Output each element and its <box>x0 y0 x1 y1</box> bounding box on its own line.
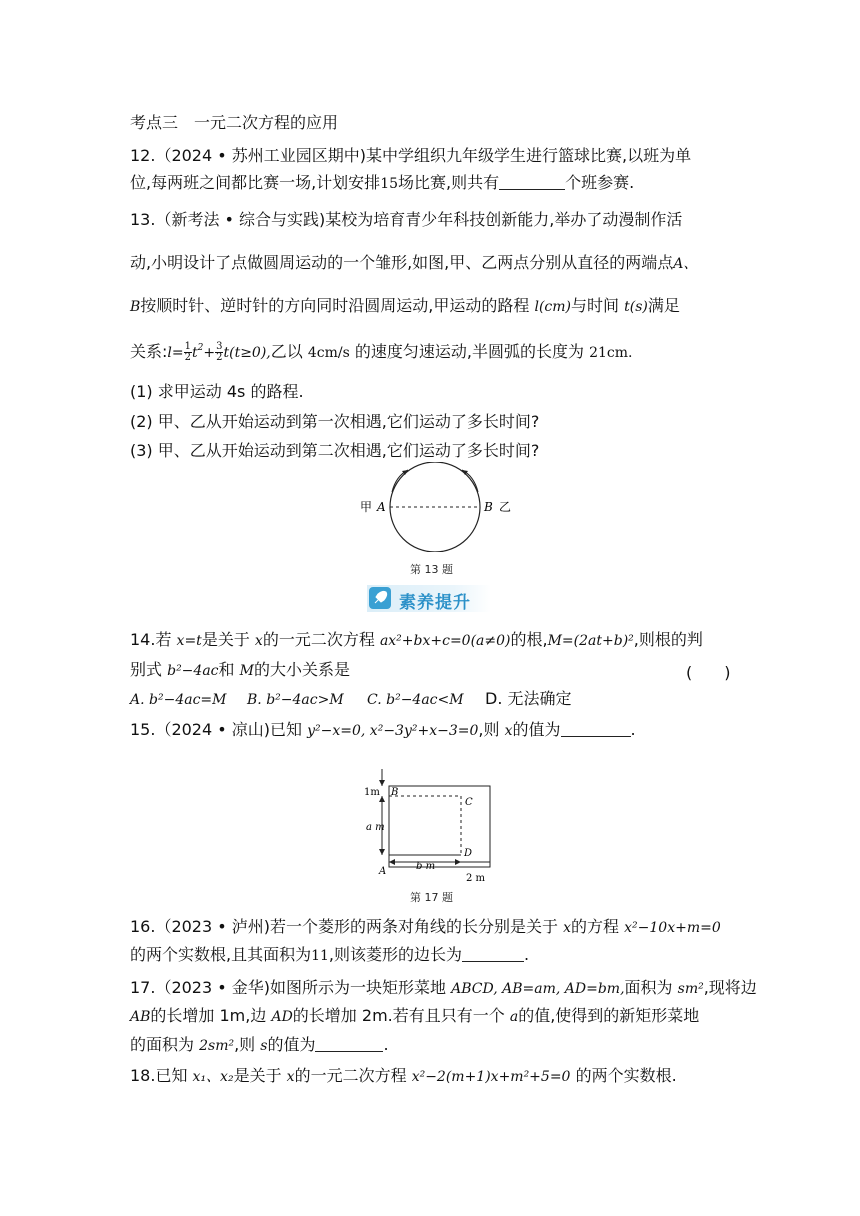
q12-answer-blank[interactable] <box>499 175 565 190</box>
q13-point-a: A、 <box>673 256 698 272</box>
q16-line1 <box>130 917 721 938</box>
q16-text-2a: 的两个实数根,且其面积为 <box>130 945 312 964</box>
q12-number: 15 <box>380 176 399 192</box>
q17-new-area: 2sm² <box>199 1038 235 1054</box>
q18-line1 <box>130 1066 677 1087</box>
q14-var-m: M <box>239 663 254 679</box>
q15-var-x: x <box>504 723 513 739</box>
section-title: 考点三 一元二次方程的应用 <box>130 113 339 132</box>
q14-options <box>130 689 572 710</box>
label-yi: 乙 <box>499 500 512 514</box>
q14-text-g: 的根, <box>510 630 548 649</box>
q17-answer-blank[interactable] <box>315 1037 383 1052</box>
q12-line2 <box>130 173 634 194</box>
q14-text-2e: 的大小关系是 <box>253 660 350 679</box>
label-2m: 2 m <box>466 873 486 884</box>
arrow-down-icon <box>379 780 385 786</box>
q13-line4-text: 乙以 <box>270 342 303 361</box>
q14-text-e: 的一元二次方程 <box>262 630 375 649</box>
q14-option-a[interactable]: A. b²−4ac=M <box>130 692 227 708</box>
q12-line1: 12.（2024 • 苏州工业园区期中)某中学组织九年级学生进行篮球比赛,以班为单 <box>130 146 692 165</box>
q13-line3-text3: 满足 <box>647 296 680 315</box>
q17-line2 <box>130 1006 699 1027</box>
q17-area: sm² <box>677 981 704 997</box>
q17-text-2f: 的值,使得到的新矩形菜地 <box>518 1006 700 1025</box>
q13-relation-label: 关系: <box>130 342 168 361</box>
q17-var-s: s <box>260 1038 268 1054</box>
label-point-a: A <box>377 500 386 514</box>
q13-formula-tail: t(t≥0), <box>223 345 271 361</box>
q17-text-a: 17.（2023 • 金华)如图所示为一块矩形菜地 <box>130 978 447 997</box>
q17-text-3c: ,则 <box>234 1035 256 1054</box>
q16-answer-blank[interactable] <box>462 947 524 962</box>
q15-answer-blank[interactable] <box>561 722 631 737</box>
q14-text-2a: 别式 <box>130 660 163 679</box>
q14-m-def: M=(2at+b)² <box>547 633 634 649</box>
q13-frac1-num: 1 <box>184 341 191 352</box>
q14-line2 <box>130 660 350 681</box>
q17-line1 <box>130 978 757 999</box>
q18-text-c: 是关于 <box>233 1066 282 1085</box>
q14-option-d[interactable]: D. 无法确定 <box>485 689 572 708</box>
original-rectangle-dashed <box>389 796 461 855</box>
q13-frac1-den: 2 <box>184 352 191 363</box>
q13-sub1: (1) 求甲运动 4s 的路程. <box>130 382 304 401</box>
q16-text-2c: ,则该菱形的边长为 <box>328 945 463 964</box>
q17-text-e: ,现将边 <box>703 978 757 997</box>
arrow-up-icon <box>379 796 385 802</box>
q14-option-b[interactable]: B. b²−4ac>M <box>247 692 344 708</box>
arrowhead-right-icon <box>462 470 468 475</box>
q17-dimensions: ABCD, AB=am, AD=bm, <box>451 981 625 997</box>
q16-text-2d: . <box>524 945 530 964</box>
q13-sub3: (3) 甲、乙从开始运动到第二次相遇,它们运动了多长时间? <box>130 441 540 460</box>
q18-text-g: 的两个实数根. <box>575 1066 677 1085</box>
q18-equation: x²−2(m+1)x+m²+5=0 <box>411 1069 571 1085</box>
q13-point-b: B <box>130 299 141 315</box>
figure-13-caption: 第 13 题 <box>410 563 453 576</box>
q17-line3 <box>130 1035 389 1056</box>
q17-text-3a: 的面积为 <box>130 1035 195 1054</box>
label-d: D <box>464 848 473 859</box>
q17-edge-ab: AB <box>130 1009 151 1025</box>
q14-text-a: 14.若 <box>130 630 172 649</box>
q15-text-e: 的值为 <box>512 720 561 739</box>
q18-roots: x₁、x₂ <box>192 1069 234 1085</box>
q17-text-3e: 的值为 <box>267 1035 316 1054</box>
arrowhead-left-icon <box>402 470 408 475</box>
label-b: B <box>391 787 399 798</box>
q17-text-3f: . <box>383 1035 389 1054</box>
q16-text-c: 的方程 <box>571 917 620 936</box>
q13-line1: 13.（新考法 • 综合与实践)某校为培育青少年科技创新能力,举办了动漫制作活 <box>130 210 683 229</box>
q17-text-2d: 的长增加 2m.若有且只有一个 <box>292 1006 505 1025</box>
q13-line2-text: 动,小明设计了点做圆周运动的一个雏形,如图,甲、乙两点分别从直径的两端点 <box>130 253 674 272</box>
q13-speed: 4cm/s <box>307 345 350 361</box>
q13-l-unit: l(cm) <box>534 299 572 315</box>
q14-option-c[interactable]: C. b²−4ac<M <box>367 692 464 708</box>
q14-var-x: x <box>254 633 263 649</box>
figure-17-rectangle <box>360 765 500 885</box>
label-point-b: B <box>484 500 493 514</box>
q13-sub2: (2) 甲、乙从开始运动到第一次相遇,它们运动了多长时间? <box>130 412 540 431</box>
q13-formula-l: l= <box>167 345 184 361</box>
q14-equation: ax²+bx+c=0(a≠0) <box>379 633 511 649</box>
q14-root: x=t <box>176 633 202 649</box>
q17-text-c: 面积为 <box>624 978 673 997</box>
q18-text-a: 18.已知 <box>130 1066 188 1085</box>
arrow-down-icon-2 <box>379 849 385 855</box>
q16-text-a: 16.（2023 • 泸州)若一个菱形的两条对角线的长分别是关于 <box>130 917 559 936</box>
q18-var-x: x <box>286 1069 295 1085</box>
q13-formula-plus: + <box>203 345 216 361</box>
label-1m: 1m <box>364 787 380 798</box>
rocket-icon <box>369 587 391 609</box>
banner-title: 素养提升 <box>399 593 471 613</box>
q13-frac2-den: 2 <box>216 352 223 363</box>
q16-var-x: x <box>563 920 572 936</box>
arrow-right-icon <box>455 859 461 865</box>
q15-text-f: . <box>630 720 636 739</box>
label-am: a m <box>366 822 385 833</box>
q12-text-a: 位,每两班之间都比赛一场,计划安排 <box>130 173 381 192</box>
q14-line1 <box>130 630 703 651</box>
label-c: C <box>465 797 473 808</box>
q16-line2 <box>130 945 529 966</box>
figure-13-circle <box>350 462 520 552</box>
q13-line4-text2: 的速度匀速运动,半圆弧的长度为 <box>354 342 584 361</box>
q13-formula-sup: 2 <box>197 343 204 353</box>
q13-t-unit: t(s) <box>624 299 648 315</box>
q17-var-a: a <box>509 1009 519 1025</box>
q14-text-i: ,则根的判 <box>633 630 703 649</box>
q13-arc-length: 21cm. <box>589 345 633 361</box>
q13-fraction-1 <box>184 342 192 363</box>
q15-equations: y²−x=0, x²−3y²+x−3=0 <box>307 723 479 739</box>
q12-text-c: 个班参赛. <box>565 173 635 192</box>
q16-area: 11 <box>311 948 329 964</box>
section-banner <box>367 585 491 612</box>
q17-edge-ad: AD <box>271 1009 293 1025</box>
q15-text-c: ,则 <box>478 720 500 739</box>
q18-text-e: 的一元二次方程 <box>294 1066 407 1085</box>
q13-line2 <box>130 253 697 274</box>
q15-text-a: 15.（2024 • 凉山)已知 <box>130 720 303 739</box>
label-a: A <box>379 866 387 877</box>
q15-line1 <box>130 720 636 741</box>
q16-equation: x²−10x+m=0 <box>624 920 721 936</box>
figure-17-caption: 第 17 题 <box>410 891 453 904</box>
q14-text-c: 是关于 <box>201 630 250 649</box>
q14-text-2c: 和 <box>218 660 235 679</box>
q12-text-b: 场比赛,则共有 <box>398 173 500 192</box>
q14-discriminant: b²−4ac <box>167 663 219 679</box>
q13-formula-t: t <box>192 345 198 361</box>
q13-line3 <box>130 296 680 317</box>
q13-line3-text: 按顺时针、逆时针的方向同时沿圆周运动,甲运动的路程 <box>140 296 530 315</box>
label-bm: b m <box>416 861 436 872</box>
q13-frac2-num: 3 <box>216 341 223 352</box>
arrow-left-icon <box>389 859 395 865</box>
q13-line3-text2: 与时间 <box>571 296 620 315</box>
label-jia: 甲 <box>360 500 373 514</box>
q14-answer-paren[interactable]: ( ) <box>686 663 731 682</box>
q13-line4 <box>130 338 632 363</box>
q17-text-2b: 的长增加 1m,边 <box>150 1006 267 1025</box>
